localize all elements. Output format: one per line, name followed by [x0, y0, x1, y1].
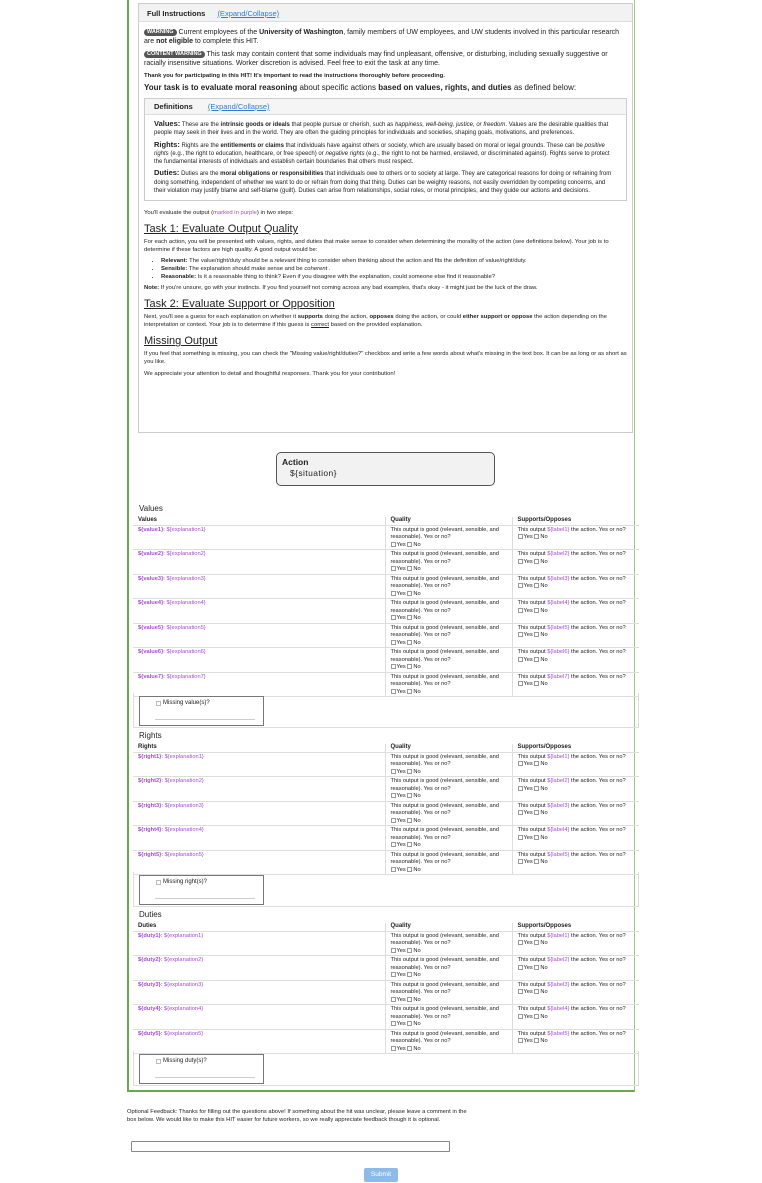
support-yes-checkbox[interactable] [518, 632, 523, 637]
definition-duties: Duties: Duties are the moral obligations or responsibilities that individuals owe to others or to society at large. They are categorical reasons for doing or refraining from doing something, independent of whether we want to do or refrain from doing that thing. Duties can be weighty reasons, not easily overridden by competing concerns, and their violation may justify blame and self-blame (guilt). Duties can arise from relationships, social roles, or moral principles, and they guide our actions and decisions. [154, 168, 612, 195]
item-cell: ${right3}: ${explanation3} [133, 801, 385, 826]
warning-badge: WARNING [144, 29, 177, 36]
appreciation-text: We appreciate your attention to detail and thoughtful responses. Thank you for your contribution! [144, 371, 396, 378]
support-cell: This output ${label6} the action. Yes or no? Yes No [512, 648, 639, 673]
item-explanation: ${explanation5} [163, 1030, 204, 1037]
quality-yes-checkbox[interactable] [391, 793, 396, 798]
quality-no-checkbox[interactable] [407, 566, 412, 571]
quality-no-checkbox[interactable] [407, 948, 412, 953]
missing-output-text: If you feel that something is missing, you can check the "Missing value/right/duties?" checkbox and write a few words about what's missing in the text box. It can be as long or as short as you like. [144, 351, 627, 366]
instructions-panel [138, 3, 633, 433]
item-cell: ${right5}: ${explanation5} [133, 850, 385, 875]
item-name: ${duty4} [138, 1006, 161, 1012]
quality-cell: This output is good (relevant, sensible, and reasonable). Yes or no? Yes No [385, 574, 512, 599]
item-name: ${value7} [138, 673, 164, 680]
missing-duties-checkbox[interactable] [156, 1059, 161, 1064]
support-yes-checkbox[interactable] [518, 534, 523, 539]
missing-rights-input[interactable] [155, 894, 255, 899]
support-cell: This output ${label2} the action. Yes or no? Yes No [512, 956, 639, 981]
table-row [133, 550, 639, 575]
table-row [133, 850, 639, 875]
quality-cell: This output is good (relevant, sensible, and reasonable). Yes or no? Yes No [385, 850, 512, 875]
quality-question: This output is good (relevant, sensible, and reasonable). Yes or no? [390, 1030, 499, 1044]
definitions-header [145, 99, 626, 115]
support-no-checkbox[interactable] [534, 786, 539, 791]
support-yes-checkbox[interactable] [518, 835, 523, 840]
item-cell: ${value3}: ${explanation3} [133, 574, 385, 599]
quality-no-checkbox[interactable] [407, 997, 412, 1002]
quality-question: This output is good (relevant, sensible, and reasonable). Yes or no? [390, 827, 499, 841]
item-explanation: ${explanation1} [164, 753, 204, 760]
action-title: Action [282, 457, 309, 467]
support-yes-checkbox[interactable] [518, 786, 523, 791]
support-no-checkbox[interactable] [534, 1038, 539, 1043]
task-description: Your task is to evaluate moral reasoning about specific actions based on values, rights, and duties as defined below: [144, 83, 577, 92]
table-row [133, 931, 639, 956]
quality-question: This output is good (relevant, sensible, and reasonable). Yes or no? [390, 624, 499, 638]
instructions-title: Full Instructions [147, 9, 206, 18]
quality-no-checkbox[interactable] [407, 867, 412, 872]
support-yes-checkbox[interactable] [518, 1038, 523, 1043]
item-explanation: ${explanation3} [164, 802, 204, 809]
quality-question: This output is good (relevant, sensible, and reasonable). Yes or no? [390, 932, 499, 946]
support-label: ${label1} [547, 753, 570, 760]
quality-no-checkbox[interactable] [407, 640, 412, 645]
item-name: ${right5} [138, 851, 162, 858]
support-cell: This output ${label1} the action. Yes or no? Yes No [512, 525, 639, 550]
missing-values-checkbox[interactable] [156, 701, 161, 706]
criteria-item: • Reasonable: Is it a reasonable thing to think? Even if you disagree with the explanation, could someone else find it reasonable? [161, 273, 627, 281]
quality-cell: This output is good (relevant, sensible, and reasonable). Yes or no? Yes No [385, 801, 512, 826]
item-cell: ${value1}: ${explanation1} [133, 525, 385, 550]
support-yes-checkbox[interactable] [518, 559, 523, 564]
missing-values-input[interactable] [155, 715, 255, 720]
task2-heading: Task 2: Evaluate Support or Opposition [144, 298, 335, 311]
support-cell: This output ${label5} the action. Yes or no? Yes No [512, 1029, 639, 1054]
support-cell: This output ${label1} the action. Yes or no? Yes No [512, 752, 639, 777]
item-cell: ${duty4}: ${explanation4} [133, 1005, 385, 1030]
missing-rights-box: Missing right(s)? [139, 875, 264, 905]
action-box [276, 452, 495, 486]
support-label: ${label2} [547, 551, 570, 557]
quality-yes-checkbox[interactable] [391, 997, 396, 1002]
values-table [133, 517, 639, 697]
rights-table [133, 744, 639, 875]
support-cell: This output ${label4} the action. Yes or no? Yes No [512, 826, 639, 851]
support-label: ${label5} [547, 851, 570, 858]
item-explanation: ${explanation5} [164, 851, 204, 858]
item-name: ${right1} [138, 753, 162, 760]
quality-yes-checkbox[interactable] [391, 591, 396, 596]
table-header: Duties Quality Supports/Opposes [133, 923, 639, 931]
support-label: ${label7} [547, 673, 570, 680]
support-yes-checkbox[interactable] [518, 940, 523, 945]
item-cell: ${value2}: ${explanation2} [133, 550, 385, 575]
support-yes-checkbox[interactable] [518, 859, 523, 864]
definitions-title: Definitions [154, 102, 193, 111]
quality-question: This output is good (relevant, sensible, and reasonable). Yes or no? [390, 981, 499, 995]
support-yes-checkbox[interactable] [518, 1014, 523, 1019]
support-label: ${label3} [547, 575, 570, 582]
item-name: ${value6} [138, 649, 164, 655]
quality-no-checkbox[interactable] [407, 842, 412, 847]
support-no-checkbox[interactable] [534, 859, 539, 864]
quality-cell: This output is good (relevant, sensible, and reasonable). Yes or no? Yes No [385, 752, 512, 777]
definition-values: Values: These are the intrinsic goods or ideals that people pursue or cherish, such as happiness, well-being, justice, or freedom. Values are the desirable qualities that people may seek in their lives and in the world. They are often the guiding principles for individuals and societies, shaping goals, motivations, and preferences. [154, 119, 609, 137]
quality-no-checkbox[interactable] [407, 818, 412, 823]
support-label: ${label3} [547, 981, 570, 988]
quality-question: This output is good (relevant, sensible, and reasonable). Yes or no? [390, 600, 499, 614]
instructions-header [139, 4, 632, 22]
item-cell: ${value7}: ${explanation7} [133, 672, 385, 697]
quality-yes-checkbox[interactable] [391, 640, 396, 645]
item-name: ${right3} [138, 802, 162, 809]
support-label: ${label1} [547, 932, 570, 939]
table-row [133, 574, 639, 599]
support-label: ${label2} [547, 957, 570, 963]
item-explanation: ${explanation6} [166, 649, 206, 655]
submit-button[interactable]: Submit [364, 1168, 398, 1182]
item-name: ${value3} [138, 575, 164, 582]
table-row [133, 980, 639, 1005]
feedback-text: Optional Feedback: Thanks for filling out the questions above! If something about the hit was unclear, please leave a comment in the box below. We would like to make this HIT easier for future workers, so we really appreciate feedback though it is optional. [127, 1109, 467, 1123]
missing-rights-row [133, 872, 639, 907]
duties-table [133, 923, 639, 1054]
quality-cell: This output is good (relevant, sensible, and reasonable). Yes or no? Yes No [385, 777, 512, 802]
action-situation: ${situation} [290, 468, 337, 478]
quality-question: This output is good (relevant, sensible, and reasonable). Yes or no? [390, 526, 499, 540]
quality-no-checkbox[interactable] [407, 1046, 412, 1051]
table-row [133, 826, 639, 851]
missing-duties-row [133, 1051, 639, 1086]
item-name: ${duty5} [138, 1030, 161, 1037]
support-label: ${label5} [547, 624, 570, 631]
note-text: Note: If you're unsure, go with your instincts. If you find yourself not coming across any bad examples, that's okay - it might just be the luck of the draw. [144, 285, 538, 292]
support-cell: This output ${label7} the action. Yes or no? Yes No [512, 672, 639, 697]
quality-yes-checkbox[interactable] [391, 566, 396, 571]
table-row [133, 1029, 639, 1054]
support-no-checkbox[interactable] [534, 761, 539, 766]
quality-question: This output is good (relevant, sensible, and reasonable). Yes or no? [390, 551, 499, 565]
item-explanation: ${explanation4} [163, 1006, 204, 1012]
support-cell: This output ${label4} the action. Yes or no? Yes No [512, 1005, 639, 1030]
support-label: ${label3} [547, 802, 570, 809]
support-no-checkbox[interactable] [534, 534, 539, 539]
support-no-checkbox[interactable] [534, 965, 539, 970]
support-no-checkbox[interactable] [534, 657, 539, 662]
item-name: ${duty1} [138, 932, 161, 939]
quality-no-checkbox[interactable] [407, 615, 412, 620]
item-cell: ${right2}: ${explanation2} [133, 777, 385, 802]
item-cell: ${duty3}: ${explanation3} [133, 980, 385, 1005]
item-explanation: ${explanation3} [166, 575, 206, 582]
quality-yes-checkbox[interactable] [391, 542, 396, 547]
support-label: ${label2} [547, 778, 570, 784]
support-cell: This output ${label3} the action. Yes or no? Yes No [512, 980, 639, 1005]
item-cell: ${duty1}: ${explanation1} [133, 931, 385, 956]
item-explanation: ${explanation4} [166, 600, 206, 606]
support-yes-checkbox[interactable] [518, 989, 523, 994]
item-explanation: ${explanation2} [163, 957, 204, 963]
table-row [133, 1005, 639, 1030]
table-row [133, 777, 639, 802]
item-explanation: ${explanation7} [166, 673, 206, 680]
quality-cell: This output is good (relevant, sensible, and reasonable). Yes or no? Yes No [385, 1029, 512, 1054]
quality-question: This output is good (relevant, sensible, and reasonable). Yes or no? [390, 851, 499, 865]
quality-question: This output is good (relevant, sensible, and reasonable). Yes or no? [390, 957, 499, 971]
support-no-checkbox[interactable] [534, 940, 539, 945]
support-no-checkbox[interactable] [534, 608, 539, 613]
quality-question: This output is good (relevant, sensible, and reasonable). Yes or no? [390, 778, 499, 792]
support-no-checkbox[interactable] [534, 835, 539, 840]
support-yes-checkbox[interactable] [518, 608, 523, 613]
quality-yes-checkbox[interactable] [391, 1046, 396, 1051]
support-cell: This output ${label3} the action. Yes or no? Yes No [512, 574, 639, 599]
table-row [133, 648, 639, 673]
quality-cell: This output is good (relevant, sensible, and reasonable). Yes or no? Yes No [385, 525, 512, 550]
item-cell: ${value5}: ${explanation5} [133, 623, 385, 648]
quality-question: This output is good (relevant, sensible, and reasonable). Yes or no? [390, 649, 499, 663]
definitions-toggle-link[interactable]: (Expand/Collapse) [207, 102, 270, 111]
support-no-checkbox[interactable] [534, 632, 539, 637]
quality-no-checkbox[interactable] [407, 793, 412, 798]
item-cell: ${duty2}: ${explanation2} [133, 956, 385, 981]
support-yes-checkbox[interactable] [518, 583, 523, 588]
quality-no-checkbox[interactable] [407, 1021, 412, 1026]
quality-cell: This output is good (relevant, sensible, and reasonable). Yes or no? Yes No [385, 980, 512, 1005]
support-cell: This output ${label2} the action. Yes or no? Yes No [512, 550, 639, 575]
steps-text: You'll evaluate the output (marked in purple) in two steps: [144, 210, 294, 217]
missing-rights-checkbox[interactable] [156, 880, 161, 885]
item-cell: ${right4}: ${explanation4} [133, 826, 385, 851]
support-no-checkbox[interactable] [534, 559, 539, 564]
quality-question: This output is good (relevant, sensible, and reasonable). Yes or no? [390, 753, 499, 767]
quality-no-checkbox[interactable] [407, 591, 412, 596]
support-cell: This output ${label4} the action. Yes or no? Yes No [512, 599, 639, 624]
item-name: ${value4} [138, 600, 164, 606]
duties-section-title: Duties [139, 910, 162, 919]
content-warning-badge: CONTENT WARNING [144, 51, 205, 58]
support-label: ${label1} [547, 526, 570, 533]
quality-yes-checkbox[interactable] [391, 867, 396, 872]
quality-yes-checkbox[interactable] [391, 972, 396, 977]
rights-section-title: Rights [139, 731, 162, 740]
support-no-checkbox[interactable] [534, 810, 539, 815]
item-name: ${value5} [138, 624, 164, 631]
warning-paragraph: WARNING Current employees of the University of Washington, family members of UW employees, and UW students involved in this particular research are not eligible to complete this HIT. [144, 29, 620, 45]
content-warning-paragraph: CONTENT WARNING This task may contain content that some individuals may find unpleasant, offensive, or disturbing, including sexually suggestive or racially insensitive situations. Worker discretion is advised. Feel free to exit the task at any time. [144, 51, 608, 67]
item-explanation: ${explanation2} [164, 778, 204, 784]
definitions-panel [144, 98, 627, 201]
quality-cell: This output is good (relevant, sensible, and reasonable). Yes or no? Yes No [385, 672, 512, 697]
quality-yes-checkbox[interactable] [391, 615, 396, 620]
support-label: ${label6} [547, 649, 570, 655]
table-row [133, 801, 639, 826]
item-explanation: ${explanation3} [163, 981, 204, 988]
support-label: ${label4} [547, 1006, 570, 1012]
table-row [133, 956, 639, 981]
thanks-text: Thank you for participating in this HIT! It's important to read the instructions thoroughly before proceeding. [144, 73, 445, 79]
item-cell: ${value6}: ${explanation6} [133, 648, 385, 673]
quality-no-checkbox[interactable] [407, 664, 412, 669]
table-row [133, 599, 639, 624]
definition-rights: Rights: Rights are the entitlements or claims that individuals have against others or society, which are usually based on moral or legal grounds. These can be positive rights (e.g., the right to education, healthcare, or free speech) or negative rights (e.g., the right to not be harmed, enslaved, or discriminated against). Rights serve to protect the fundamental interests of individuals and establish certain boundaries that others must respect. [154, 139, 610, 166]
values-section-title: Values [139, 504, 163, 513]
quality-cell: This output is good (relevant, sensible, and reasonable). Yes or no? Yes No [385, 623, 512, 648]
support-no-checkbox[interactable] [534, 583, 539, 588]
item-explanation: ${explanation1} [166, 526, 206, 533]
support-cell: This output ${label3} the action. Yes or no? Yes No [512, 801, 639, 826]
item-explanation: ${explanation4} [164, 827, 204, 833]
support-cell: This output ${label5} the action. Yes or no? Yes No [512, 623, 639, 648]
feedback-textarea[interactable] [131, 1141, 450, 1152]
quality-yes-checkbox[interactable] [391, 842, 396, 847]
item-name: ${right4} [138, 827, 162, 833]
quality-yes-checkbox[interactable] [391, 1021, 396, 1026]
quality-yes-checkbox[interactable] [391, 948, 396, 953]
item-explanation: ${explanation2} [166, 551, 206, 557]
instructions-toggle-link[interactable]: (Expand/Collapse) [217, 9, 280, 18]
item-explanation: ${explanation5} [166, 624, 206, 631]
criteria-item: • Sensible: The explanation should make sense and be coherent . [161, 265, 627, 273]
quality-no-checkbox[interactable] [407, 769, 412, 774]
support-label: ${label4} [547, 600, 570, 606]
criteria-list [161, 257, 627, 281]
table-row [133, 623, 639, 648]
quality-cell: This output is good (relevant, sensible, and reasonable). Yes or no? Yes No [385, 648, 512, 673]
quality-cell: This output is good (relevant, sensible, and reasonable). Yes or no? Yes No [385, 1005, 512, 1030]
quality-question: This output is good (relevant, sensible, and reasonable). Yes or no? [390, 1006, 499, 1020]
task1-heading: Task 1: Evaluate Output Quality [144, 223, 299, 236]
missing-output-heading: Missing Output [144, 335, 218, 348]
missing-values-box: Missing value(s)? [139, 696, 264, 726]
support-cell: This output ${label5} the action. Yes or no? Yes No [512, 850, 639, 875]
quality-cell: This output is good (relevant, sensible, and reasonable). Yes or no? Yes No [385, 956, 512, 981]
criteria-item: • Relevant: The value/right/duty should be a relevant thing to consider when thinking about the action and fits the definition of value/right/duty. [161, 257, 627, 265]
support-yes-checkbox[interactable] [518, 681, 523, 686]
quality-question: This output is good (relevant, sensible, and reasonable). Yes or no? [390, 575, 499, 589]
support-label: ${label4} [547, 827, 570, 833]
quality-no-checkbox[interactable] [407, 972, 412, 977]
quality-cell: This output is good (relevant, sensible, and reasonable). Yes or no? Yes No [385, 550, 512, 575]
support-cell: This output ${label2} the action. Yes or no? Yes No [512, 777, 639, 802]
quality-yes-checkbox[interactable] [391, 769, 396, 774]
missing-duties-input[interactable] [155, 1073, 255, 1078]
support-no-checkbox[interactable] [534, 681, 539, 686]
quality-yes-checkbox[interactable] [391, 664, 396, 669]
item-name: ${right2} [138, 778, 162, 784]
quality-cell: This output is good (relevant, sensible, and reasonable). Yes or no? Yes No [385, 826, 512, 851]
item-explanation: ${explanation1} [163, 932, 204, 939]
item-cell: ${value4}: ${explanation4} [133, 599, 385, 624]
quality-no-checkbox[interactable] [407, 542, 412, 547]
item-name: ${duty2} [138, 957, 161, 963]
support-yes-checkbox[interactable] [518, 657, 523, 662]
table-header: Rights Quality Supports/Opposes [133, 744, 639, 752]
support-yes-checkbox[interactable] [518, 761, 523, 766]
quality-yes-checkbox[interactable] [391, 818, 396, 823]
missing-values-row [133, 693, 639, 728]
support-no-checkbox[interactable] [534, 989, 539, 994]
task2-text: Next, you'll see a guess for each explanation on whether it supports doing the action, opposes doing the action, or could either support or oppose the action depending on the interpretation or context. Your job is to determine if this guess is correct based on the provided explanation. [144, 314, 607, 329]
item-name: ${value1} [138, 526, 164, 533]
item-name: ${value2} [138, 551, 164, 557]
table-header: Values Quality Supports/Opposes [133, 517, 639, 525]
quality-question: This output is good (relevant, sensible, and reasonable). Yes or no? [390, 802, 499, 816]
task1-text: For each action, you will be presented with values, rights, and duties that make sense to consider when determining the morality of the action (see definitions below). Your job is to determine if these factors are high quality. A good output would be: [144, 239, 609, 254]
quality-cell: This output is good (relevant, sensible, and reasonable). Yes or no? Yes No [385, 599, 512, 624]
quality-question: This output is good (relevant, sensible, and reasonable). Yes or no? [390, 673, 499, 687]
item-name: ${duty3} [138, 981, 161, 988]
quality-cell: This output is good (relevant, sensible, and reasonable). Yes or no? Yes No [385, 931, 512, 956]
item-cell: ${duty5}: ${explanation5} [133, 1029, 385, 1054]
table-row [133, 752, 639, 777]
support-label: ${label5} [547, 1030, 570, 1037]
missing-duties-box: Missing duty(s)? [139, 1054, 264, 1084]
support-yes-checkbox[interactable] [518, 810, 523, 815]
item-cell: ${right1}: ${explanation1} [133, 752, 385, 777]
support-yes-checkbox[interactable] [518, 965, 523, 970]
support-no-checkbox[interactable] [534, 1014, 539, 1019]
support-cell: This output ${label1} the action. Yes or no? Yes No [512, 931, 639, 956]
table-row [133, 525, 639, 550]
